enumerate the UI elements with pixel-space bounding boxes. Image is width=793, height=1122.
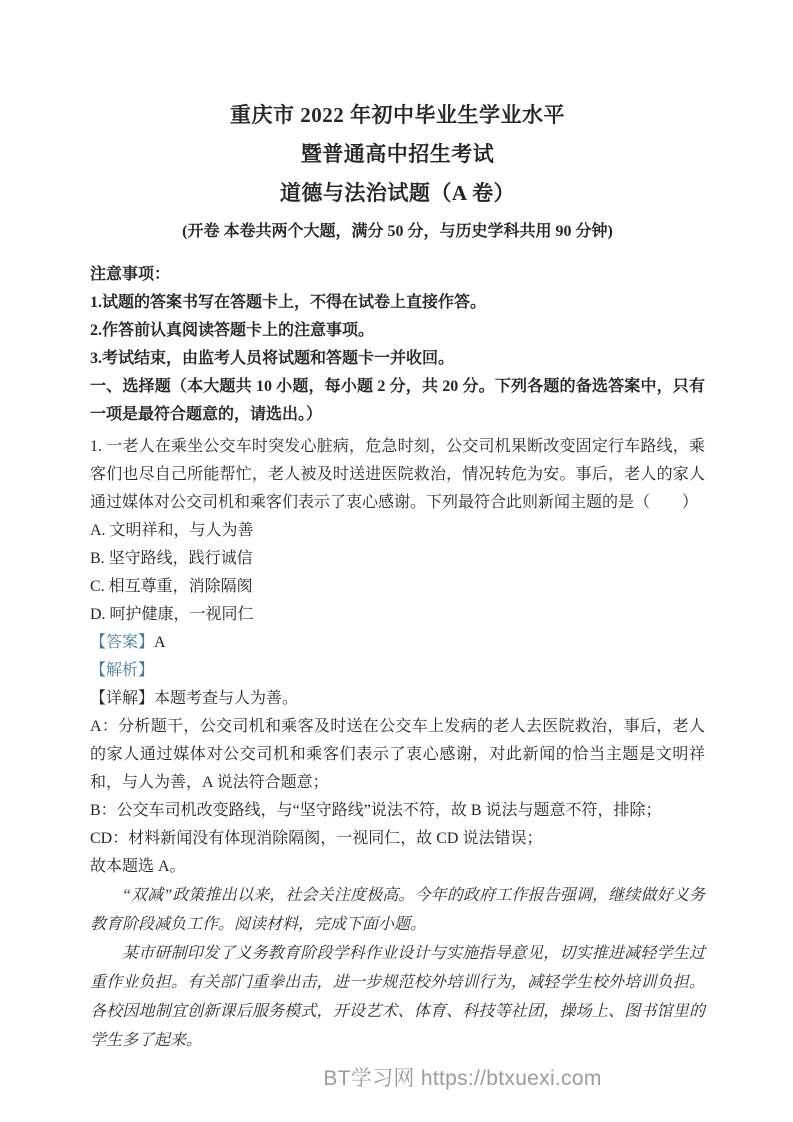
- doc-title-line-1: 重庆市 2022 年初中毕业生学业水平: [230, 103, 565, 127]
- exam-meta-line: (开卷 本卷共两个大题，满分 50 分，与历史学科共用 90 分钟): [182, 223, 613, 240]
- section-heading-choice-questions: 一、选择题（本大题共 10 小题，每小题 2 分，共 20 分。下列各题的备选答案中，只有一项是最符合题意的，请选出。）: [90, 378, 705, 423]
- answer-value: A: [154, 634, 166, 651]
- question-1-option-d: D. 呵护健康，一视同仁: [90, 606, 254, 623]
- notice-item-1: 1.试题的答案书写在答题卡上，不得在试卷上直接作答。: [90, 294, 487, 311]
- question-1-block: [90, 433, 705, 881]
- question-1-option-b: B. 坚守路线，践行诚信: [90, 550, 253, 567]
- doc-title-line-2: 暨普通高中招生考试: [300, 142, 495, 166]
- answer-line: [90, 629, 705, 657]
- detail-intro: 【详解】本题考查与人为善。: [90, 690, 299, 707]
- doc-title-line-3: 道德与法治试题（A 卷）: [279, 181, 516, 205]
- question-1-option-c: C. 相互尊重，消除隔阂: [90, 578, 253, 595]
- watermark-footer: BT学习网 https://btxuexi.com: [323, 1067, 602, 1090]
- material-paragraph-1: “双减”政策推出以来，社会关注度极高。今年的政府工作报告强调，继续做好义务教育阶段减负工作。阅读材料，完成下面小题。: [90, 887, 705, 933]
- material-paragraph-2: 某市研制印发了义务教育阶段学科作业设计与实施指导意见，切实推进减轻学生过重作业负担。有关部门重拳出击，进一步规范校外培训行为，减轻学生校外培训负担。各校因地制宜创新课后服务模式，开设艺术、体育、科技等社团，操场上、图书馆里的学生多了起来。: [90, 945, 705, 1049]
- answer-label: 【答案】: [90, 634, 155, 651]
- detail-option-b-analysis: B：公交车司机改变路线，与“坚守路线”说法不符，故 B 说法与题意不符，排除；: [90, 802, 662, 819]
- notice-item-2: 2.作答前认真阅读答题卡上的注意事项。: [90, 322, 375, 339]
- notice-heading: 注意事项：: [90, 266, 171, 283]
- notice-item-3: 3.考试结束，由监考人员将试题和答题卡一并收回。: [90, 350, 455, 367]
- analysis-label: 【解析】: [90, 662, 155, 679]
- document-header: [90, 96, 705, 251]
- detail-option-a-analysis: A：分析题干，公交司机和乘客及时送在公交车上发病的老人去医院救治，事后，老人的家人通过媒体对公交司机和乘客们表示了衷心感谢，对此新闻的恰当主题是文明祥和，与人为善，A 说法符合题意；: [90, 718, 705, 791]
- reading-material-section: [90, 881, 705, 1055]
- question-1-stem: 1. 一老人在乘坐公交车时突发心脏病，危急时刻，公交司机果断改变固定行车路线，乘客们也尽自己所能帮忙，老人被及时送进医院救治，情况转危为安。事后，老人的家人通过媒体对公交司机和乘客们表示了衷心感谢。下列最符合此则新闻主题的是（ ）: [90, 438, 705, 511]
- notice-section: [90, 261, 705, 373]
- detail-conclusion: 故本题选 A。: [90, 858, 186, 875]
- document-body: [90, 261, 705, 1055]
- question-1-option-a: A. 文明祥和，与人为善: [90, 522, 254, 539]
- detail-option-cd-analysis: CD：材料新闻没有体现消除隔阂，一视同仁，故 CD 说法错误；: [90, 830, 543, 847]
